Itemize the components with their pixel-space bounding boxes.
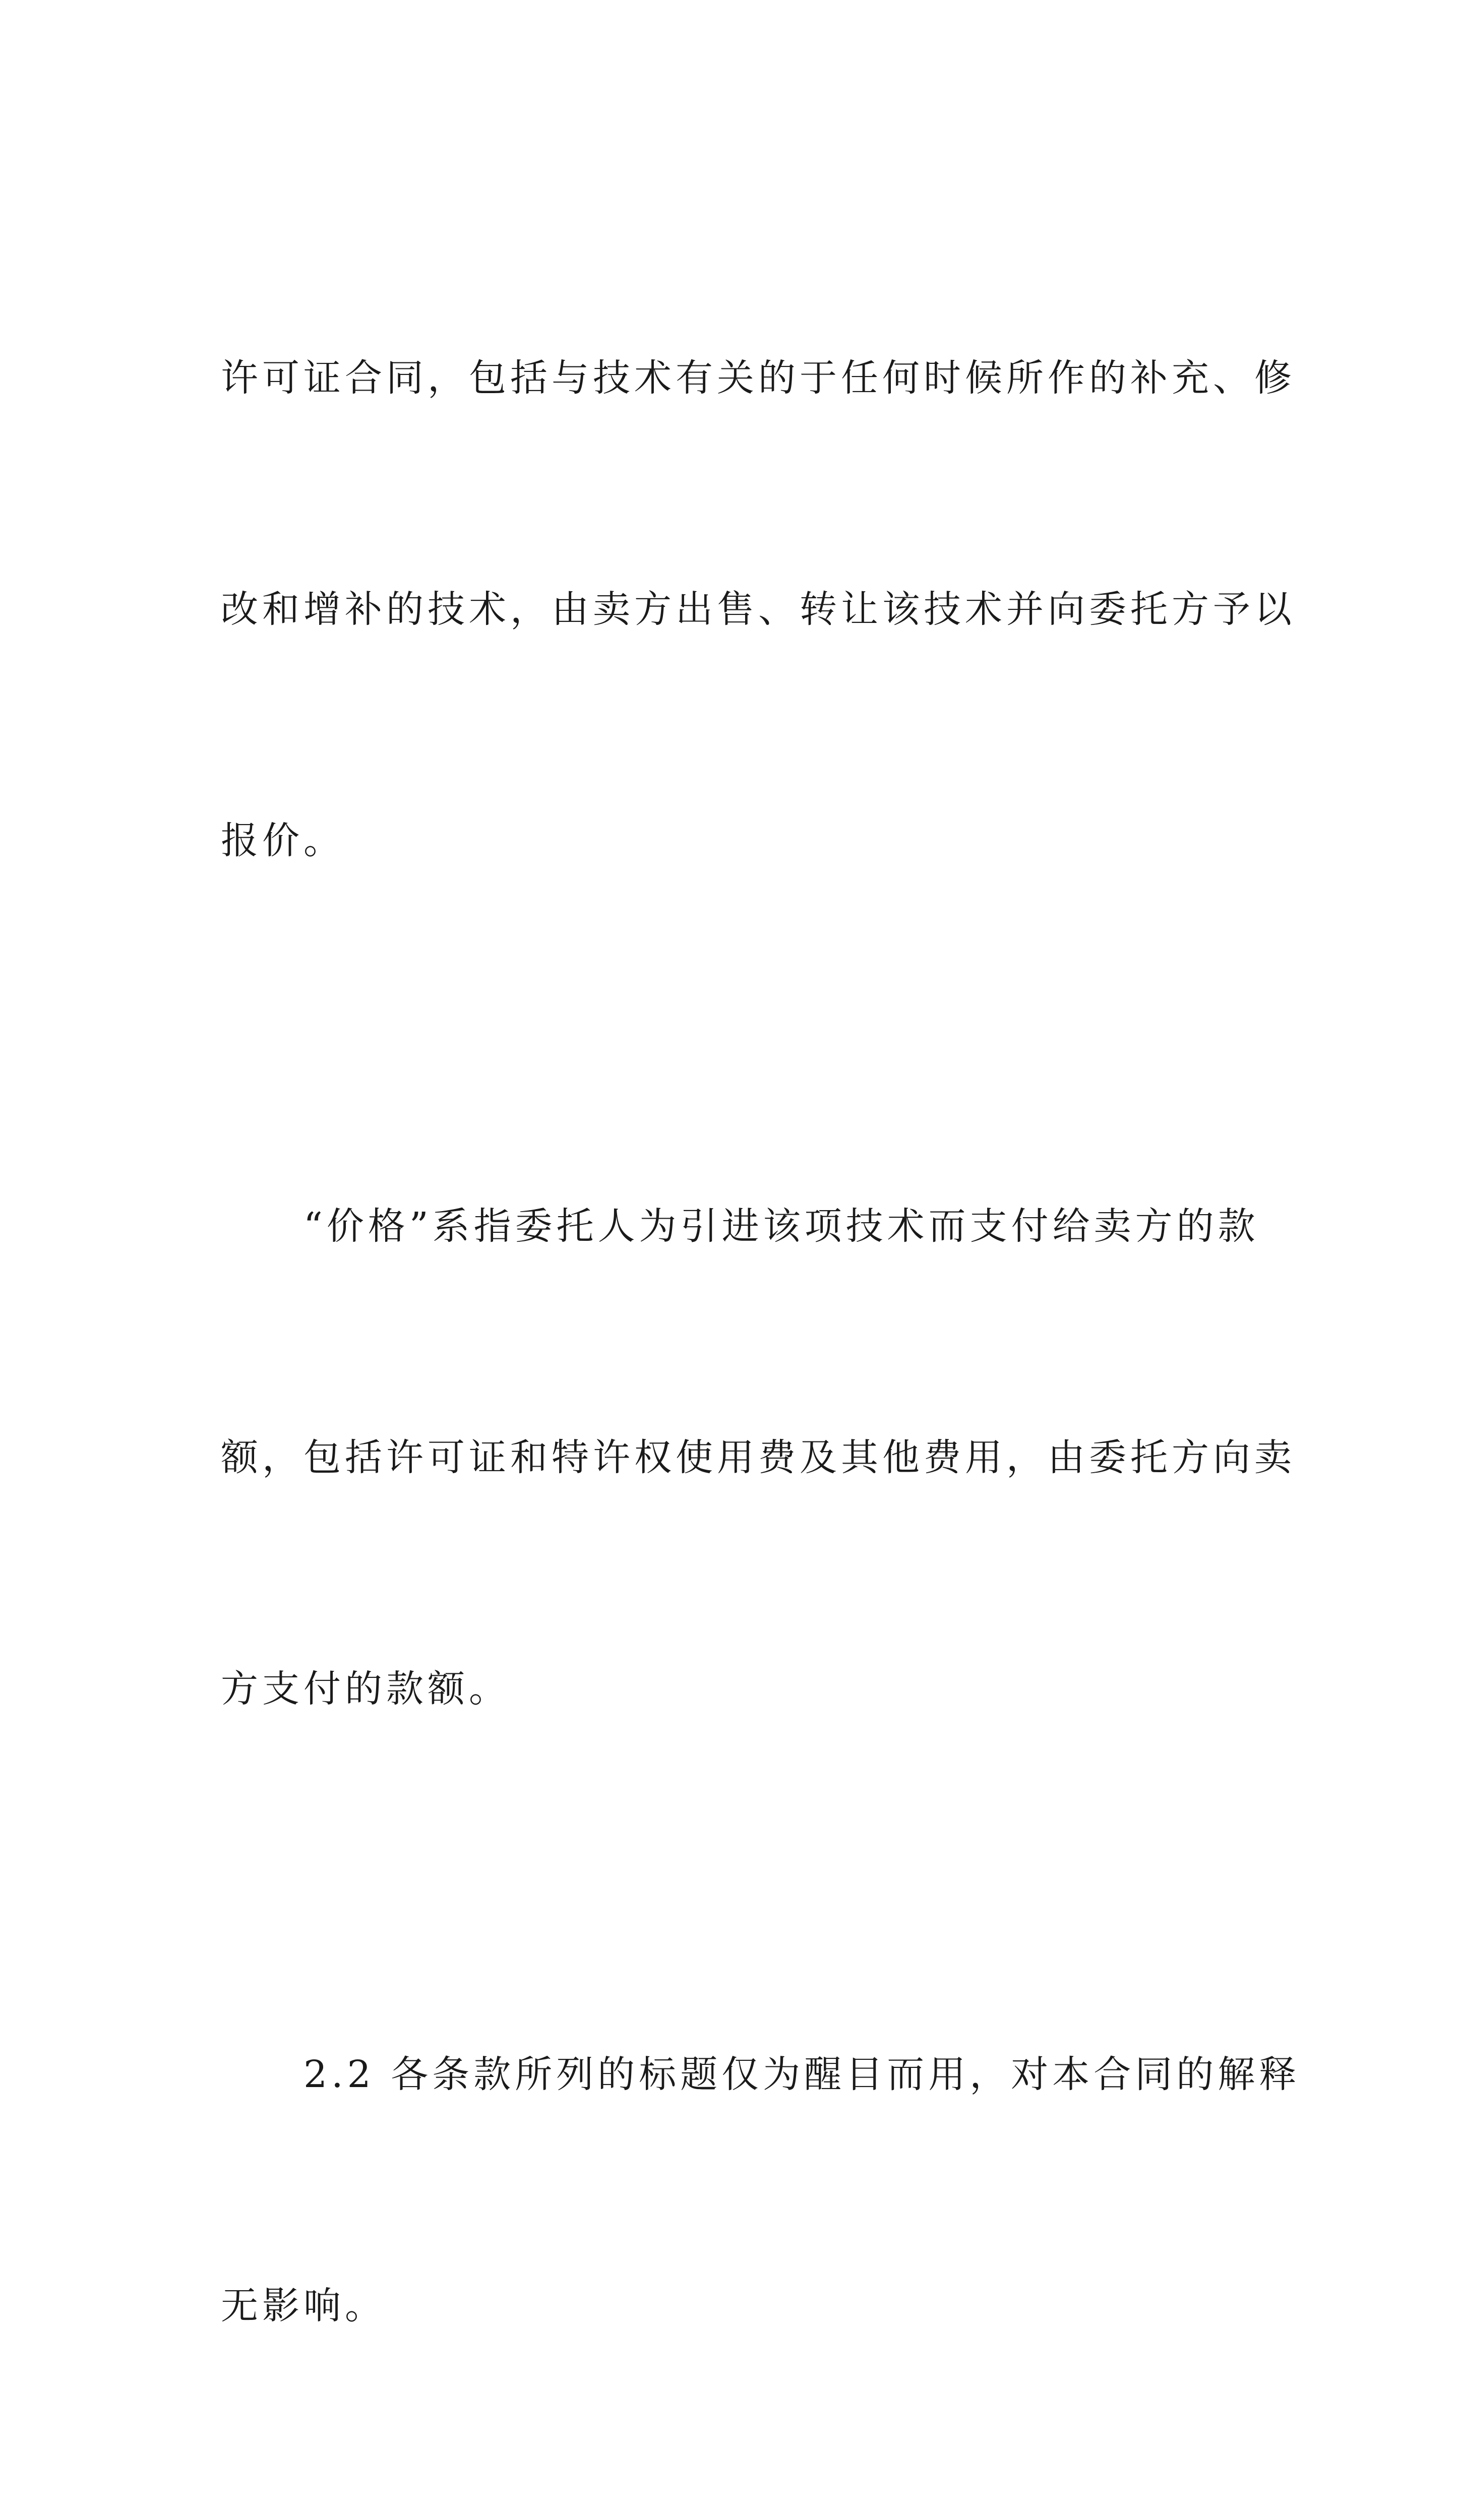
text-line: “价格”系指委托人为引进该项技术而支付给卖方的款 bbox=[221, 1205, 1259, 1248]
text-line: 方支付的款额。 bbox=[221, 1667, 510, 1711]
text-line: 许可证合同，包括与技术有关的于任何时候所作的补充、修 bbox=[221, 356, 1296, 400]
text-line: 改和增补的技术，由卖方出售、转让该技术并向委托方予以 bbox=[221, 588, 1296, 631]
paragraph-definition-technology bbox=[221, 185, 1296, 1034]
text-line: 报价。 bbox=[221, 819, 345, 862]
paragraph-definition-price bbox=[221, 1034, 1296, 1882]
text-line: 2.2 各条款所列的标题仅为醒目而用，对本合同的解释 bbox=[221, 2053, 1301, 2096]
text-line: 无影响。 bbox=[221, 2284, 386, 2327]
article-3-heading bbox=[221, 2499, 1249, 2520]
text-line: 额，包括许可证和特许权使用费及其他费用，由委托方向卖 bbox=[221, 1436, 1296, 1479]
document-body bbox=[221, 185, 1301, 2520]
clause-2-2 bbox=[221, 1882, 1301, 2499]
